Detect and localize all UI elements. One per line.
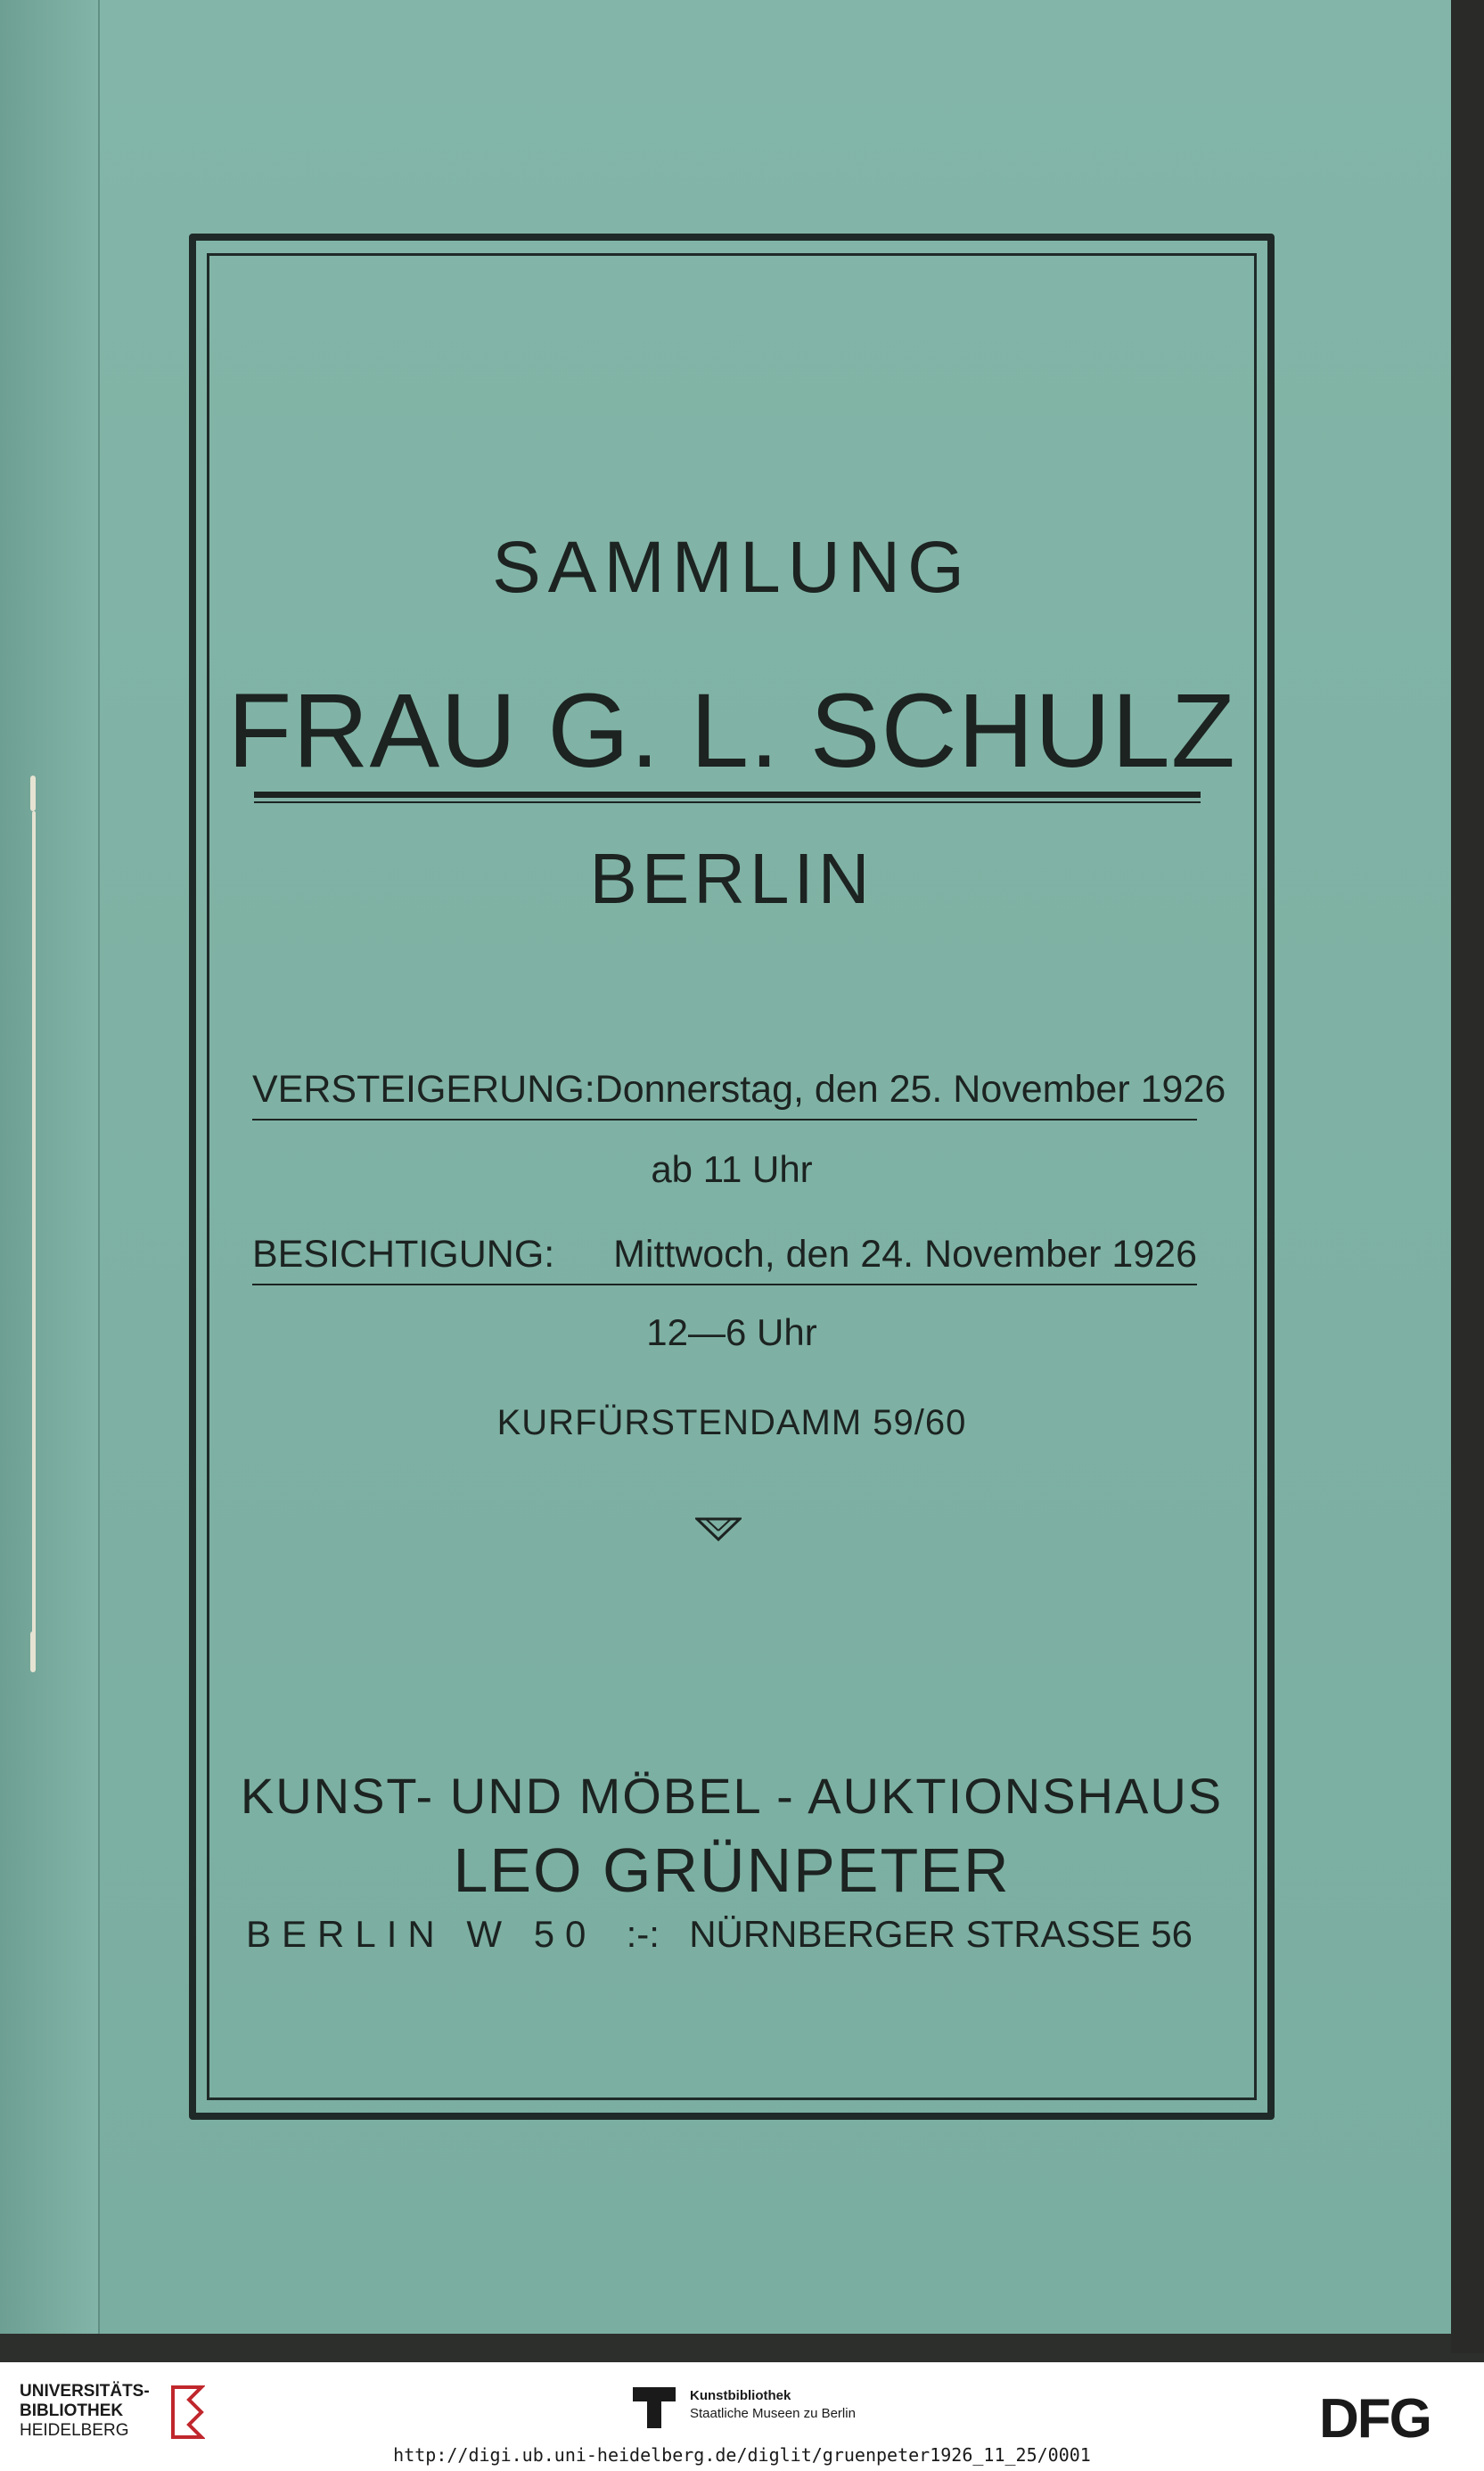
partner-line2: Staatliche Museen zu Berlin [690, 2406, 856, 2421]
page-edge [1451, 0, 1484, 2353]
auction-house-line: KUNST- UND MÖBEL - AUKTIONSHAUS [240, 1768, 1224, 1824]
source-url[interactable]: http://digi.ub.uni-heidelberg.de/diglit/gruenpeter1926_11_25/0001 [393, 2444, 1091, 2466]
address-separator: :-: [626, 1913, 660, 1955]
library-line2: BIBLIOTHEK [20, 2401, 124, 2420]
library-emblem-icon [169, 2382, 205, 2446]
binding-stitch [30, 1631, 36, 1672]
auction-house-address [246, 1913, 1193, 1956]
title-rule-thin [254, 801, 1201, 803]
title-city: BERLIN [589, 839, 874, 918]
title-rule-thick [254, 792, 1201, 798]
viewing-date: Mittwoch, den 24. November 1926 [613, 1233, 1197, 1276]
auction-line [252, 1068, 1226, 1121]
book-spine [0, 0, 100, 2334]
library-line3: HEIDELBERG [20, 2421, 129, 2440]
viewing-time: 12—6 Uhr [646, 1311, 817, 1353]
library-line1: UNIVERSITÄTS- [20, 2382, 150, 2401]
address-street: NÜRNBERGER STRASSE 56 [689, 1913, 1193, 1955]
address-city: BERLIN W 50 [246, 1913, 597, 1955]
triangle-ornament-icon [695, 1515, 742, 1542]
auction-label: VERSTEIGERUNG: [252, 1068, 595, 1111]
auction-house-name: LEO GRÜNPETER [453, 1835, 1011, 1905]
auction-time: ab 11 Uhr [651, 1148, 813, 1190]
dfg-logo: DFG [1319, 2388, 1431, 2450]
viewing-label: BESICHTIGUNG: [252, 1233, 555, 1276]
venue-address: KURFÜRSTENDAMM 59/60 [496, 1403, 967, 1442]
university-library-logo [20, 2382, 150, 2441]
binding-thread [32, 811, 36, 1667]
partner-label [690, 2387, 856, 2423]
title-owner: FRAU G. L. SCHULZ [227, 672, 1236, 790]
title-collection: SAMMLUNG [492, 527, 972, 608]
kunstbibliothek-logo-icon [631, 2384, 677, 2430]
partner-line1: Kunstbibliothek [690, 2388, 791, 2403]
binding-stitch [30, 776, 36, 811]
auction-date: Donnerstag, den 25. November 1926 [594, 1068, 1226, 1111]
viewing-line [252, 1233, 1197, 1285]
